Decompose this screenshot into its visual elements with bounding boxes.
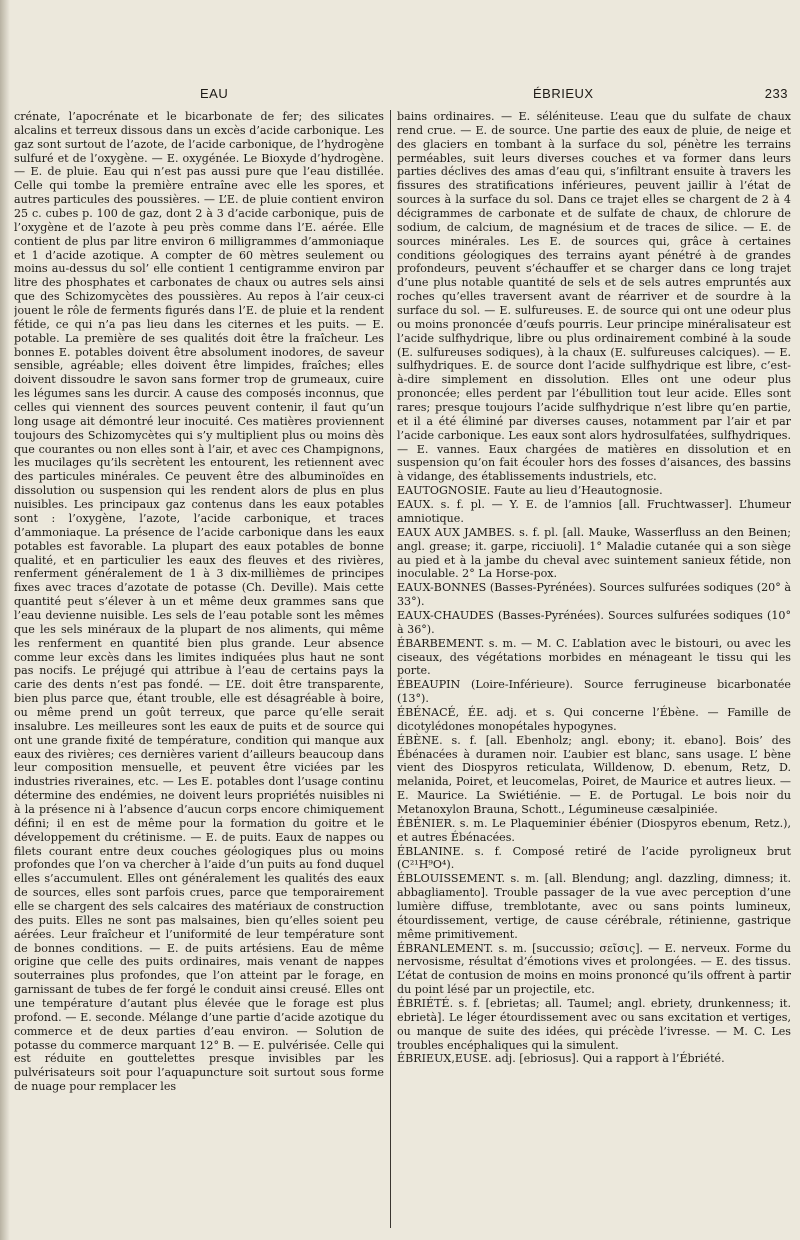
entry-ebenace: ÉBÉNACÉ, ÉE. adj. et s. Qui concerne l’Ébène. — Famille de dicotylédones monopétales hypogynes. <box>397 705 791 733</box>
entry-eautognosie: EAUTOGNOSIE. Faute au lieu d’Heautognosie. <box>397 484 663 498</box>
column-divider <box>390 110 391 1228</box>
entry-eaux-chaudes: EAUX-CHAUDES (Basses-Pyrénées). Sources sulfurées sodiques (10° à 36°). <box>397 608 791 636</box>
entry-eaux-bonnes: EAUX-BONNES (Basses-Pyrénées). Sources sulfurées sodiques (20° à 33°). <box>397 581 791 609</box>
right-paragraph: bains ordinaires. — E. séléniteuse. L’eau que du sulfate de chaux rend crue. — E. de source. Une partie des eaux de pluie, de neige et des glaciers en tombant à la surface du sol, pénètre les terrains perméables, suit leurs diverses couches et va former dans leurs parties déclives des amas d’eau qui, s’infiltrant ensuite à travers les fissures des stratifications inférieures, peuvent jaillir à l’état de sources à la surface du sol. Dans ce trajet elles se chargent de 2 à 4 décigrammes de carbonate et de sulfate de chaux, de chlorure de sodium, de calcium, de magnésium et de traces de silice. — E. de sources minérales. Les E. de sources qui, grâce à certaines conditions géologiques des terrains ayant pénétré à de grandes profondeurs, peuvent s’échauffer et se charger dans ce long trajet d’une plus notable quantité de sels et de sels autres empruntés aux roches qu’elles traversent avant de réarriver et de sourdre à la surface du sol. — E. sulfureuses. E. de source qui ont une odeur plus ou moins prononcée d’œufs pourris. Leur principe minéralisateur est l’acide sulfhydrique, libre ou plus ordinairement combiné à la soude (E. sulfureuses sodiques), à la chaux (E. sulfureuses calciques). — E. sulfhydriques. E. de source dont l’acide sulfhydrique est libre, c’est-à-dire simplement en dissolution. Elles ont une odeur plus prononcée; elles perdent par l’ébullition tout leur acide. Elles sont rares; presque toujours l’acide sulfhydrique n’est libre qu’en partie, et il a été éliminé par diverses causes, notamment par l’air et par l’acide carbonique. Les eaux sont alors hydrosulfatées, sulfhydriques. — E. vannes. Eaux chargées de matières en dissolution et en suspension qu’on fait écouler hors des fosses d’aisances, des bassins à vidange, des établissements industriels, etc. <box>397 110 791 484</box>
header-center-word: ÉBRIEUX <box>533 86 594 101</box>
right-column <box>397 110 791 1228</box>
entry-ebeaupin: ÉBEAUPIN (Loire-Inférieure). Source ferrugineuse bicarbonatée (13°). <box>397 678 791 706</box>
header-left-word: EAU <box>200 86 229 101</box>
entry-ebenier: ÉBÉNIER. s. m. Le Plaqueminier ébénier (Diospyros ebenum, Retz.), et autres Ébénacées. <box>397 816 791 844</box>
entry-eaux: EAUX. s. f. pl. — Y. E. de l’amnios [all. Fruchtwasser]. L’humeur amniotique. <box>397 498 791 525</box>
entry-ebrieux: ÉBRIEUX,EUSE. adj. [ebriosus]. Qui a rapport à l’Ébriété. <box>397 1052 725 1066</box>
entry-ebarbement: ÉBARBEMENT. s. m. — M. C. L’ablation avec le bistouri, ou avec les ciseaux, des végétations morbides en ménageant le tissu qui les porte. <box>397 636 791 678</box>
left-column <box>14 110 384 1228</box>
entry-ebene: ÉBÈNE. s. f. [all. Ebenholz; angl. ebony; it. ebano]. Bois’ des Ébénacées à duramen noir. L’aubier est blanc, sans usage. L’ bène vient des Diospyros reticulata, Willdenow, D. ebenum, Retz, D. melanida, Poiret, et leucomelas, Poiret, de Maurice et autres lieux. — E. Maurice. La Swiétiénie. — E. de Portugal. Le bois noir du Metanoxylon Brauna, Schott., Légumineuse cæsalpiniée. <box>397 733 791 816</box>
entry-eaux-aux-jambes: EAUX AUX JAMBES. s. f. pl. [all. Mauke, Wasserfluss an den Beinen; angl. grease; it. garpe, ricciuoli]. 1° Maladie cutanée qui a son siège au pied et à la jambe du cheval avec suintement sanieux fétide, non inoculable. 2° La Horse-pox. <box>397 525 791 581</box>
entry-ebriete: ÉBRIÉTÉ. s. f. [ebrietas; all. Taumel; angl. ebriety, drunkenness; it. ebrietà]. Le léger étourdissement avec ou sans excitation et vertiges, ou manque de suite des idées, qui précède l’ivresse. — M. C. Les troubles encéphaliques qui la simulent. <box>397 997 791 1052</box>
entry-eblanine: ÉBLANINE. s. f. Composé retiré de l’acide pyroligneux brut (C²¹H⁹O⁴). <box>397 844 791 872</box>
left-paragraph: crénate, l’apocrénate et le bicarbonate de fer; des silicates alcalins et terreux dissous dans un excès d’acide carbonique. Les gaz sont surtout de l’azote, de l’acide carbonique, de l’hydrogène sulfuré et de l’oxygène. — E. oxygénée. Le Bioxyde d’hydrogène. — E. de pluie. Eau qui n’est pas aussi pure que l’eau distillée. Celle qui tombe la première entraîne avec elle les spores, et autres particules des poussières. — L’E. de pluie contient environ 25 c. cubes p. 100 de gaz, dont 2 à 3 d’acide carbonique, puis de l’oxygène et de l’azote à peu près comme dans l’E. aérée. Elle contient de plus par litre environ 6 milligrammes d’ammoniaque et 1 d’acide azotique. A compter de 60 mètres seulement ou moins au-dessus du sol’ elle contient 1 centigramme environ par litre des phosphates et carbonates de chaux ou autres sels ainsi que des Schizomycètes des poussières. Au repos à l’air ceux-ci jouent le rôle de ferments figurés dans l’E. de pluie et la rendent fétide, ce qui n’a pas lieu dans les citernes et les puits. — E. potable. La première de ses qualités doit être la fraîcheur. Les bonnes E. potables doivent être absolument inodores, de saveur sensible, agréable; elles doivent être limpides, fraîches; elles doivent dissoudre le savon sans former trop de grumeaux, cuire les légumes sans les durcir. A cause des composés inconnus, que celles qui viennent des sources peuvent contenir, il faut qu’un long usage ait démontré leur inocuité. Ces matières proviennent toujours des Schizomycètes qui s’y multiplient plus ou moins dès que courantes ou non elles sont à l’air, et avec ces Champignons, les mucilages qu’ils secrètent les entourent, les retiennent avec des particules minérales. Ce peuvent être des albuminoïdes en dissolution ou suspension qui les rendent alors de plus en plus nuisibles. Les principaux gaz contenus dans les eaux potables sont : l’oxygène, l’azote, l’acide carbonique, et traces d’ammoniaque. La présence de l’acide carbonique dans les eaux potables est favorable. La plupart des eaux potables de bonne qualité, et en particulier les eaux des fleuves et des rivières, renferment généralement de 1 à 3 dix-millièmes de principes fixes avec traces d’azotate de potasse (Ch. Deville). Mais cette quantité peut s’élever à un et même deux grammes sans que l’eau devienne nuisible. Les sels de l’eau potable sont les mêmes que les sels minéraux de la plupart de nos aliments, qui même les renferment en quantité bien plus grande. Leur absence comme leur excès dans les limites indiquées plus haut ne sont pas nocifs. Le préjugé qui attribue à l’eau de certains pays la carie des dents n’est pas fondé. — L’E. doit être transparente, bien plus parce que, étant trouble, elle est désagréable à boire, ou même prend un goût terreux, que parce qu’elle serait insalubre. Les meilleures sont les eaux de puits et de source qui ont une grande fixité de température, condition qui manque aux eaux des rivières; ces dernières varient d’ailleurs beaucoup dans leur composition mensuelle, et peuvent être viciées par les industries riveraines, etc. — Les E. potables dont l’usage continu détermine des endémies, ne doivent leurs propriétés nuisibles ni à la présence ni à l’absence d’aucun corps encore chimiquement défini; il en est de même pour la formation du goitre et le développement du crétinisme. — E. de puits. Eaux de nappes ou filets courant entre deux couches géologiques plus ou moins profondes que l’on va chercher à l’aide d’un puits au fond duquel elles s’accumulent. Elles ont généralement les qualités des eaux de sources, elles sont parfois crues, parce que temporairement elle se chargent des sels calcaires des matériaux de construction des puits. Elles ne sont pas malsaines, bien qu’elles soient peu aérées. Leur fraîcheur et l’uniformité de leur température sont de bonnes conditions. — E. de puits artésiens. Eau de même origine que celle des puits ordinaires, mais venant de nappes souterraines plus profondes, que l’on atteint par le forage, en garnissant de tubes de fer forgé le conduit ainsi creusé. Elles ont une température d’autant plus élevée que le forage est plus profond. — E. seconde. Mélange d’une partie d’acide azotique du commerce et de deux parties d’eau environ. — Solution de potasse du commerce marquant 12° B. — E. pulvérisée. Celle qui est réduite en gouttelettes presque invisibles par les pulvérisateurs soit pour l’aquapuncture soit surtout sous forme de nuage pour remplacer les <box>14 110 384 1094</box>
running-header <box>200 86 788 104</box>
entry-eblouissement: ÉBLOUISSEMENT. s. m. [all. Blendung; angl. dazzling, dimness; it. abbagliamento]. Trouble passager de la vue avec perception d’une lumière diffuse, tremblotante, avec ou sans points lumineux, étourdissement, vertige, de cause cérébrale, rétinienne, gastrique même primitivement. <box>397 872 791 941</box>
page-number: 233 <box>764 86 788 101</box>
entry-ebranlement: ÉBRANLEMENT. s. m. [succussio; σεῖσις]. — E. nerveux. Forme du nervosisme, résultat d’émotions vives et prolongées. — E. des tissus. L’état de contusion de moins en moins prononcé qu’ils offrent à partir du point lésé par un projectile, etc. <box>397 941 791 997</box>
